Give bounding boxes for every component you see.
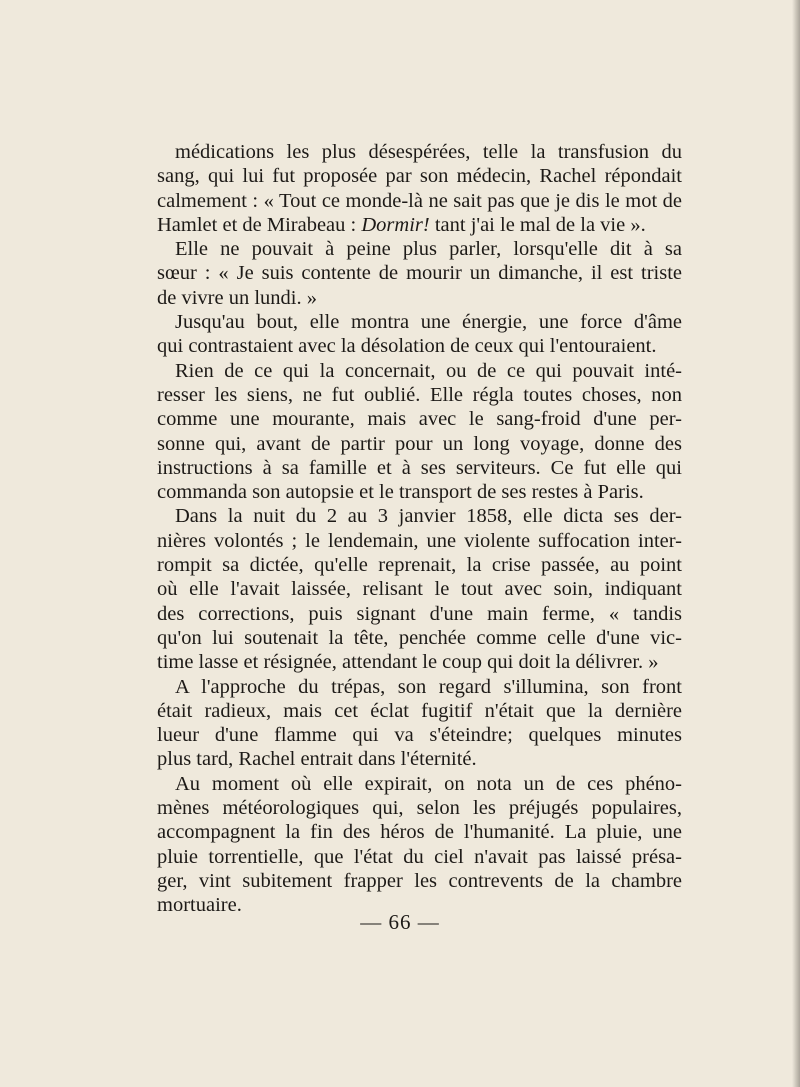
text-line: Elle ne pouvait à peine plus parler, lorsqu'elle dit à sa bbox=[175, 238, 682, 261]
text-line: Dans la nuit du 2 au 3 janvier 1858, elle dicta ses der- bbox=[175, 505, 682, 528]
text-line: instructions à sa famille et à ses serviteurs. Ce fut elle qui bbox=[157, 456, 682, 479]
text-line: nières volontés ; le lendemain, une violente suffocation inter- bbox=[157, 529, 682, 552]
text-line: qui contrastaient avec la désolation de ceux qui l'entouraient. bbox=[157, 335, 657, 358]
text-line: mènes météorologiques qui, selon les préjugés populaires, bbox=[157, 797, 682, 820]
text-line: Hamlet et de Mirabeau : Dormir! tant j'ai le mal de la vie ». bbox=[157, 213, 646, 236]
text-line: accompagnent la fin des héros de l'humanité. La pluie, une bbox=[157, 821, 682, 844]
text-line: time lasse et résignée, attendant le coup qui doit la délivrer. » bbox=[157, 651, 659, 674]
text-line: ger, vint subitement frapper les contrevents de la chambre bbox=[157, 869, 682, 892]
text-line: pluie torrentielle, que l'état du ciel n'avait pas laissé présa- bbox=[157, 845, 682, 868]
text-line: Au moment où elle expirait, on nota un de ces phéno- bbox=[175, 772, 682, 795]
text-line: où elle l'avait laissée, relisant le tout avec soin, indiquant bbox=[157, 578, 682, 601]
text-line: A l'approche du trépas, son regard s'illumina, son front bbox=[175, 675, 682, 698]
italic-quote: Dormir! bbox=[361, 213, 430, 236]
text-line: des corrections, puis signant d'une main ferme, « tandis bbox=[157, 602, 682, 625]
page-number: — 66 — bbox=[360, 910, 440, 934]
text-line: commanda son autopsie et le transport de ses restes à Paris. bbox=[157, 481, 644, 504]
text-line: sœur : « Je suis contente de mourir un dimanche, il est triste bbox=[157, 262, 682, 285]
text-line: médications les plus désespérées, telle la transfusion du bbox=[175, 141, 682, 163]
text-line: Jusqu'au bout, elle montra une énergie, une force d'âme bbox=[175, 311, 682, 334]
body-text bbox=[157, 140, 682, 918]
text-line: lueur d'une flamme qui va s'éteindre; quelques minutes bbox=[157, 724, 682, 747]
text-line: Rien de ce qui la concernait, ou de ce qui pouvait inté- bbox=[175, 359, 682, 382]
text-line: comme une mourante, mais avec le sang-froid d'une per- bbox=[157, 408, 682, 431]
text-line: calmement : « Tout ce monde-là ne sait pas que je dis le mot de bbox=[157, 189, 682, 212]
text-line: resser les siens, ne fut oublié. Elle régla toutes choses, non bbox=[157, 383, 682, 406]
text-line: de vivre un lundi. » bbox=[157, 286, 317, 309]
text-line: sang, qui lui fut proposée par son médecin, Rachel répondait bbox=[157, 165, 682, 188]
text-line: était radieux, mais cet éclat fugitif n'était que la dernière bbox=[157, 699, 682, 722]
text-line: mortuaire. bbox=[157, 894, 242, 917]
text-line: sonne qui, avant de partir pour un long voyage, donne des bbox=[157, 432, 682, 455]
text-line: plus tard, Rachel entrait dans l'éternité. bbox=[157, 748, 477, 771]
text-line: rompit sa dictée, qu'elle reprenait, la crise passée, au point bbox=[157, 554, 682, 577]
text-line: qu'on lui soutenait la tête, penchée comme celle d'une vic- bbox=[157, 626, 682, 649]
